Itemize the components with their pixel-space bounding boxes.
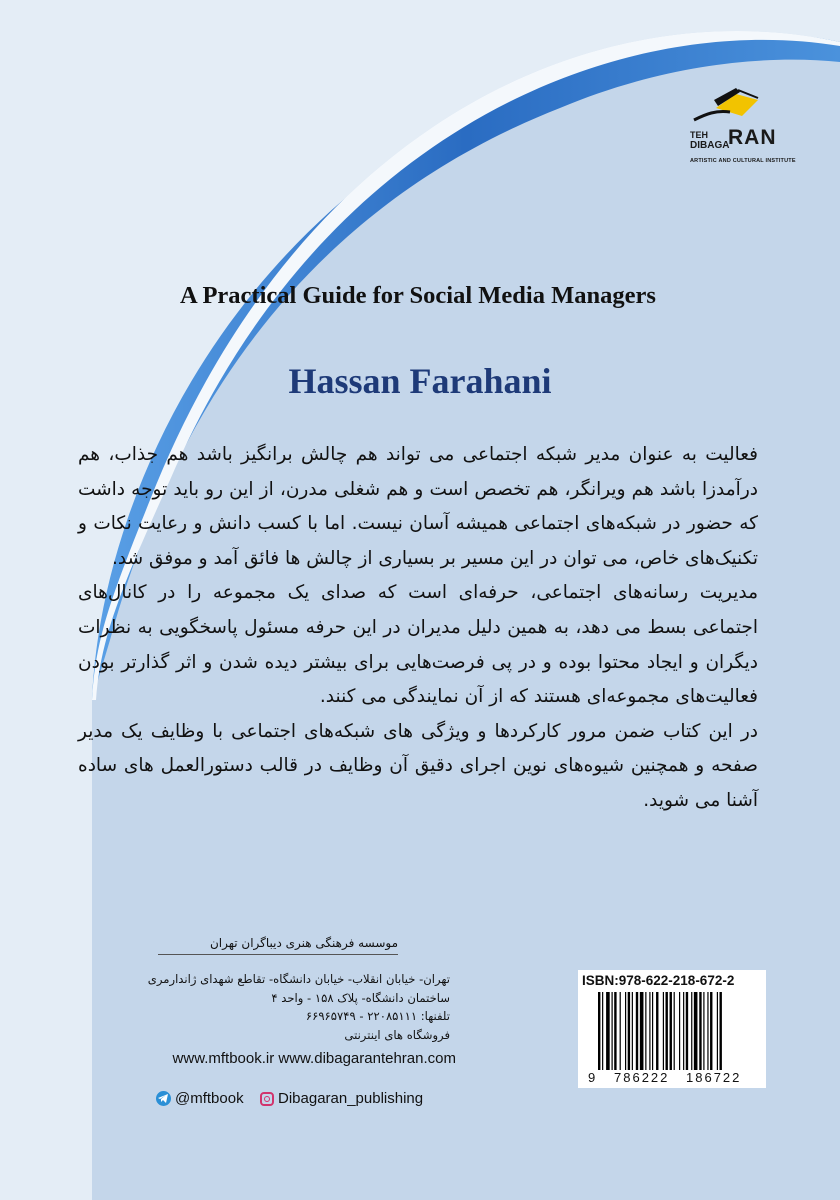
telegram-icon <box>156 1091 171 1106</box>
author-name: Hassan Farahani <box>288 361 552 401</box>
logo-pen-icon <box>686 80 766 130</box>
isbn-number: ISBN:978-622-218-672-2 <box>582 973 735 988</box>
blurb <box>78 438 758 819</box>
publisher-address <box>132 970 450 1044</box>
address-line: تهران- خیابان انقلاب- خیابان دانشگاه- تقاطع شهدای ژاندارمری <box>147 972 450 986</box>
blurb-paragraph: در این کتاب ضمن مرور کارکردها و ویژگی های شبکه‌های اجتماعی با وظایف یک مدیر صفحه و همچنین شیوه‌های نوین اجرای دقیق آن وظایف در قالب دستورالعمل های ساده آشنا می شوید. <box>78 720 758 811</box>
address-line: ساختمان دانشگاه- پلاک ۱۵۸ - واحد ۴ <box>271 990 450 1005</box>
publisher-name: موسسه فرهنگی هنری دیباگران تهران <box>158 936 398 955</box>
phone-numbers: تلفنها: ۲۲۰۸۵۱۱۱ - ۶۶۹۶۵۷۴۹ <box>305 1009 450 1023</box>
instagram-icon <box>260 1092 274 1106</box>
logo-tagline: ARTISTIC AND CULTURAL INSTITUTE <box>690 158 796 164</box>
publisher-logo: TEH DIBAGA RAN ARTISTIC AND CULTURAL INSTITUTE <box>686 80 796 180</box>
barcode: ISBN:978-622-218-672-2 9 786222 186722 <box>578 970 766 1088</box>
instagram-link[interactable] <box>260 1090 423 1107</box>
instagram-handle: Dibagaran_publishing <box>278 1090 424 1107</box>
blurb-paragraph: فعالیت به عنوان مدیر شبکه اجتماعی می تواند هم چالش برانگیز باشد هم جذاب، هم درآمدزا باشد هم ویرانگر، هم تخصص است و هم شغلی مدرن، از این رو باید توجه داشت که حضور در شبکه‌های اجتماعی همیشه آسان نیست. اما با کسب دانش و رعایت نکات و تکنیک‌های خاص، می توان در این مسیر بر بسیاری از چالش ها فائق آمد و موفق شد. <box>78 444 758 569</box>
website-links[interactable]: www.mftbook.ir www.dibagarantehran.com <box>172 1050 456 1067</box>
telegram-link[interactable] <box>156 1090 244 1107</box>
telegram-handle: @mftbook <box>175 1090 244 1107</box>
book-title: A Practical Guide for Social Media Managers <box>180 282 656 309</box>
blurb-paragraph: مدیریت رسانه‌های اجتماعی، حرفه‌ای است که صدای یک مجموعه را در کانال‌های اجتماعی بسط می دهد، به همین دلیل مدیران در این حرفه مسئول پاسخگویی به نظرات دیگران و ایجاد محتوا بوده و در پی فرصت‌هایی برای بیشتر دیده شدن و اثر گذارتر بودن فعالیت‌های مجموعه‌ای هستند که از آن نمایندگی می کنند. <box>78 582 758 708</box>
online-stores-label: فروشگاه های اینترنتی <box>344 1027 450 1042</box>
barcode-bars <box>598 992 760 1070</box>
